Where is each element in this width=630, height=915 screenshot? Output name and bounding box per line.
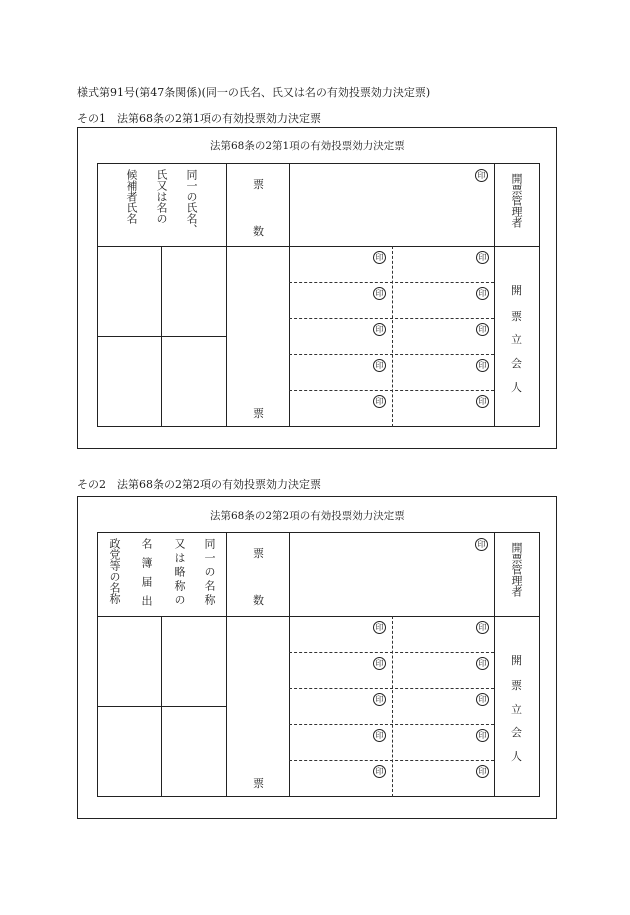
section2-seal-icon: 印 <box>373 621 386 634</box>
section1-witness-char-3: 立 <box>511 333 522 346</box>
section1-seal-icon: 印 <box>476 359 489 372</box>
section2-votes-label-bottom: 数 <box>253 594 264 607</box>
section2-seal-icon: 印 <box>373 729 386 742</box>
section1-manager-seal-icon: 印 <box>475 169 488 182</box>
section1-manager-label: 開票管理者 <box>510 173 523 228</box>
section2-votes-unit: 票 <box>253 777 264 790</box>
section1-votes-unit: 票 <box>253 407 264 420</box>
section1-votes-label-bottom: 数 <box>253 225 264 238</box>
section1-seal-icon: 印 <box>476 395 489 408</box>
section2-votes-label-top: 票 <box>253 547 264 560</box>
section2-column-label-4: 政党等の名称 <box>108 538 121 604</box>
section1-votes-label-top: 票 <box>253 178 264 191</box>
section2-witness-char-2: 票 <box>511 679 522 692</box>
section2-seal-icon: 印 <box>373 765 386 778</box>
section2-manager-seal-icon: 印 <box>475 538 488 551</box>
section2-witness-char-3: 立 <box>511 703 522 716</box>
section1-seal-icon: 印 <box>476 287 489 300</box>
section1-witness-char-2: 票 <box>511 310 522 323</box>
section2-witness-char-5: 人 <box>511 750 522 763</box>
section1-column-label-1: 同一の氏名、 <box>185 169 198 235</box>
section2-table <box>97 532 540 797</box>
section2-witness-char-1: 開 <box>511 654 522 667</box>
section2-manager-label: 開票管理者 <box>510 542 523 597</box>
section1-box-title: 法第68条の2第1項の有効投票効力決定票 <box>210 140 405 152</box>
section1-seal-icon: 印 <box>373 287 386 300</box>
section2-seal-icon: 印 <box>373 693 386 706</box>
section2-seal-icon: 印 <box>476 657 489 670</box>
section1-seal-icon: 印 <box>476 323 489 336</box>
section2-seal-icon: 印 <box>476 765 489 778</box>
section1-seal-icon: 印 <box>373 395 386 408</box>
section2-heading: その2 法第68条の2第2項の有効投票効力決定票 <box>77 478 321 491</box>
section2-column-label-1: 同一の名称 <box>203 538 216 608</box>
section1-seal-icon: 印 <box>373 359 386 372</box>
section2-seal-icon: 印 <box>476 621 489 634</box>
section1-heading: その1 法第68条の2第1項の有効投票効力決定票 <box>77 112 321 125</box>
section1-seal-icon: 印 <box>373 323 386 336</box>
section2-witness-char-4: 会 <box>511 726 522 739</box>
section1-seal-icon: 印 <box>476 251 489 264</box>
section1-seal-icon: 印 <box>373 251 386 264</box>
section1-column-label-2: 氏又は名の <box>155 169 168 224</box>
section2-seal-icon: 印 <box>476 693 489 706</box>
section2-seal-icon: 印 <box>476 729 489 742</box>
section2-column-label-2: 又は略称の <box>173 538 186 608</box>
section2-seal-icon: 印 <box>373 657 386 670</box>
section1-witness-char-1: 開 <box>511 284 522 297</box>
section1-column-label-3: 候補者氏名 <box>125 169 138 224</box>
form-number-heading: 様式第91号(第47条関係)(同一の氏名、氏又は名の有効投票効力決定票) <box>77 86 431 99</box>
section1-witness-char-4: 会 <box>511 357 522 370</box>
section2-box-title: 法第68条の2第2項の有効投票効力決定票 <box>210 510 405 522</box>
section2-column-label-3: 名簿届出 <box>140 538 153 614</box>
section1-witness-char-5: 人 <box>511 381 522 394</box>
